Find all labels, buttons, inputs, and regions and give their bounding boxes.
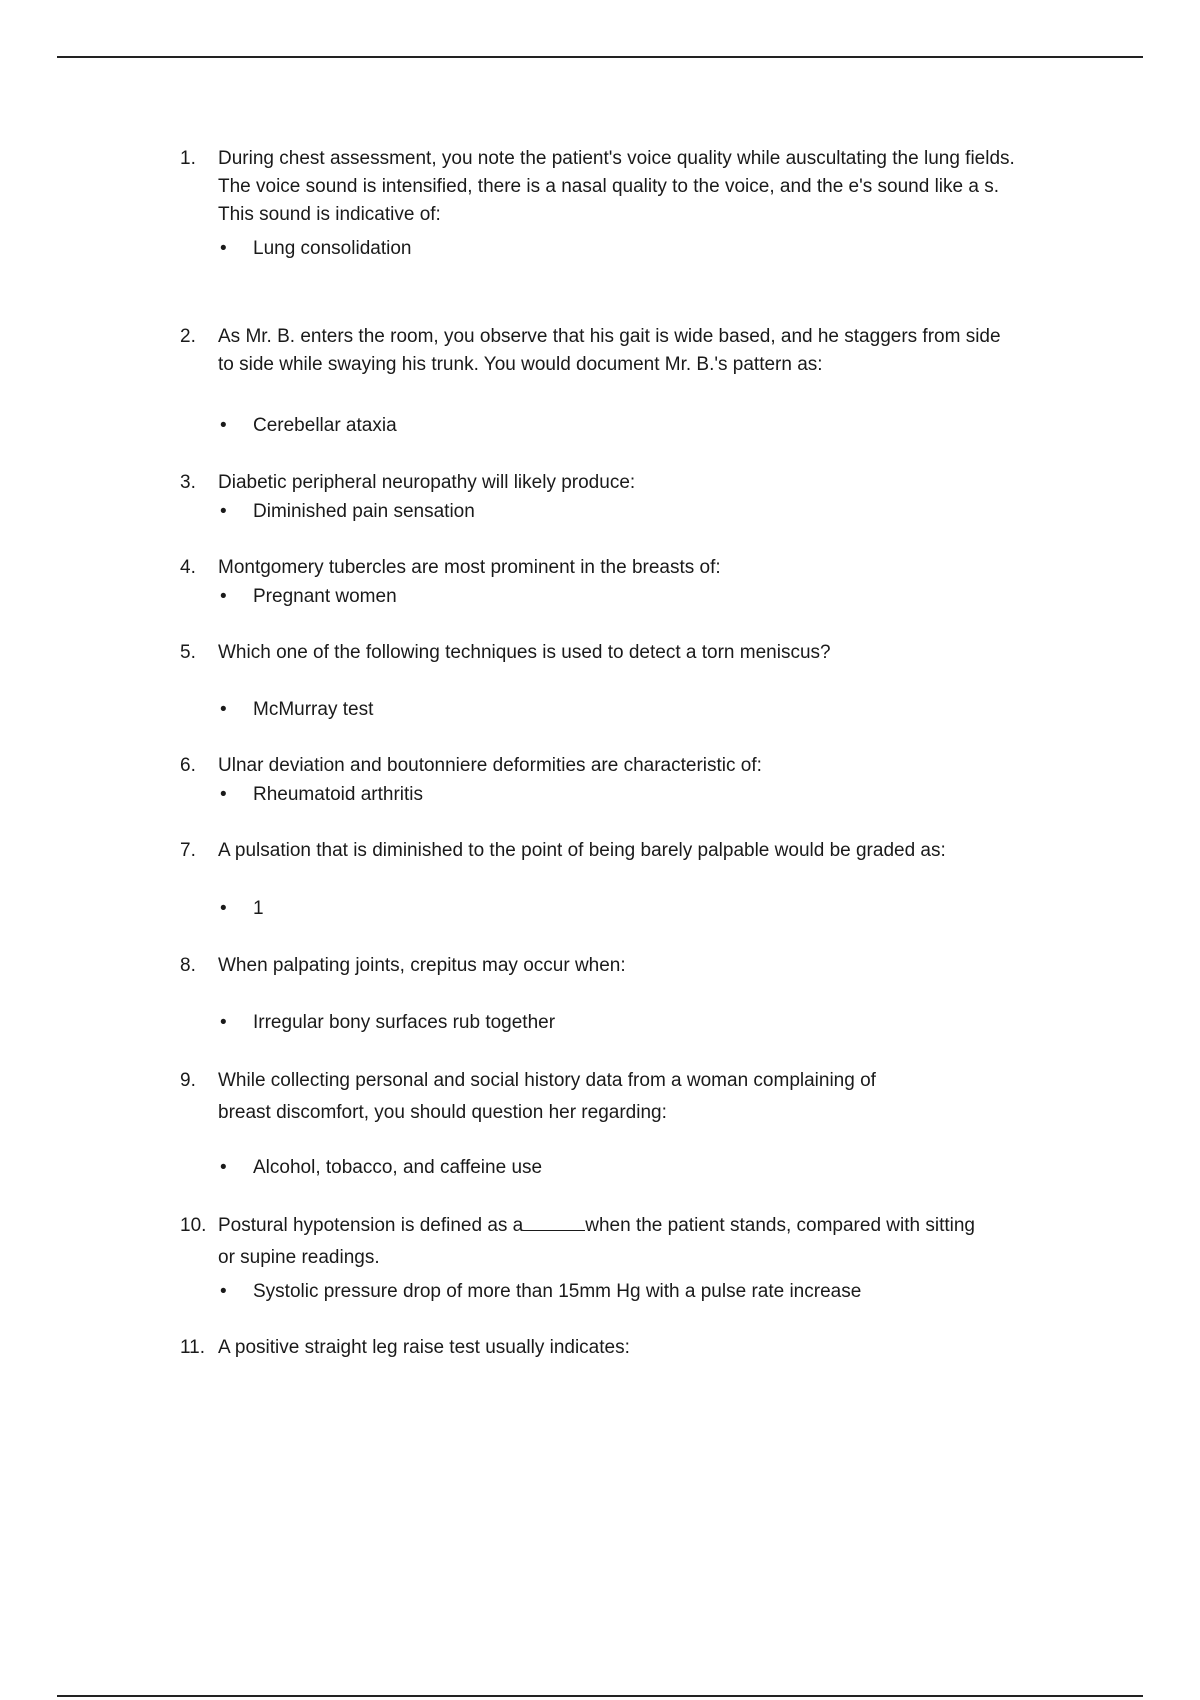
- question-number: 11.: [180, 1337, 206, 1358]
- top-rule: [57, 56, 1143, 58]
- question-text-line: While collecting personal and social history data from a woman complaining of: [218, 1070, 876, 1091]
- answer-text: Irregular bony surfaces rub together: [253, 1012, 556, 1033]
- fill-in-blank: [523, 1212, 585, 1231]
- answer-text: Alcohol, tobacco, and caffeine use: [253, 1157, 543, 1178]
- question-text-line: This sound is indicative of:: [218, 204, 441, 225]
- answer-text: Cerebellar ataxia: [253, 415, 397, 436]
- question-text-line: The voice sound is intensified, there is a nasal quality to the voice, and the e's sound like a s.: [218, 176, 999, 197]
- question-number: 6.: [180, 755, 196, 776]
- question-number: 5.: [180, 642, 196, 663]
- answer-text: McMurray test: [253, 699, 374, 720]
- question-number: 8.: [180, 955, 196, 976]
- question-text-line: During chest assessment, you note the patient's voice quality while auscultating the lung fields.: [218, 148, 1015, 169]
- question-3: [0, 469, 1200, 497]
- answer-text: Systolic pressure drop of more than 15mm Hg with a pulse rate increase: [253, 1281, 862, 1302]
- question-number: 3.: [180, 472, 196, 493]
- question-text-line: A positive straight leg raise test usually indicates:: [218, 1337, 630, 1358]
- answer-text: 1: [253, 898, 264, 919]
- answer-text: Lung consolidation: [253, 238, 412, 259]
- question-8: [0, 952, 1200, 980]
- question-text-after-blank: when the patient stands, compared with sitting: [585, 1215, 975, 1236]
- question-text-before-blank: Postural hypotension is defined as a: [218, 1215, 524, 1236]
- question-text-line: Ulnar deviation and boutonniere deformities are characteristic of:: [218, 755, 762, 776]
- question-text-line: [218, 1210, 1088, 1242]
- question-number: 9.: [180, 1070, 196, 1091]
- question-9: [0, 1065, 1200, 1129]
- question-2: [0, 323, 1200, 379]
- question-text-line: A pulsation that is diminished to the point of being barely palpable would be graded as:: [218, 840, 946, 861]
- bottom-rule: [57, 1695, 1143, 1697]
- question-text-line: Which one of the following techniques is used to detect a torn meniscus?: [218, 642, 831, 663]
- bullet-icon: •: [220, 1157, 227, 1178]
- question-text-line: or supine readings.: [218, 1247, 380, 1268]
- answer-text: Diminished pain sensation: [253, 501, 475, 522]
- question-number: 2.: [180, 326, 196, 347]
- bullet-icon: •: [220, 898, 227, 919]
- question-10: [0, 1210, 1200, 1274]
- bullet-icon: •: [220, 784, 227, 805]
- bullet-icon: •: [220, 1012, 227, 1033]
- question-text-line: to side while swaying his trunk. You would document Mr. B.'s pattern as:: [218, 354, 823, 375]
- question-number: 10.: [180, 1215, 207, 1236]
- question-text-line: When palpating joints, crepitus may occur when:: [218, 955, 626, 976]
- question-number: 7.: [180, 840, 196, 861]
- question-1: [0, 145, 1200, 229]
- question-11: [0, 1334, 1200, 1362]
- answer-text: Rheumatoid arthritis: [253, 784, 424, 805]
- question-6: [0, 752, 1200, 780]
- question-number: 4.: [180, 557, 196, 578]
- bullet-icon: •: [220, 415, 227, 436]
- question-text-line: Diabetic peripheral neuropathy will likely produce:: [218, 472, 636, 493]
- question-5: [0, 639, 1200, 667]
- question-text-line: As Mr. B. enters the room, you observe that his gait is wide based, and he staggers from side: [218, 326, 1001, 347]
- bullet-icon: •: [220, 501, 227, 522]
- bullet-icon: •: [220, 238, 227, 259]
- answer-text: Pregnant women: [253, 586, 397, 607]
- question-text-line: breast discomfort, you should question her regarding:: [218, 1102, 667, 1123]
- bullet-icon: •: [220, 1281, 227, 1302]
- bullet-icon: •: [220, 699, 227, 720]
- bullet-icon: •: [220, 586, 227, 607]
- question-number: 1.: [180, 148, 196, 169]
- question-text-line: Montgomery tubercles are most prominent in the breasts of:: [218, 557, 721, 578]
- question-4: [0, 554, 1200, 582]
- question-7: [0, 837, 1200, 865]
